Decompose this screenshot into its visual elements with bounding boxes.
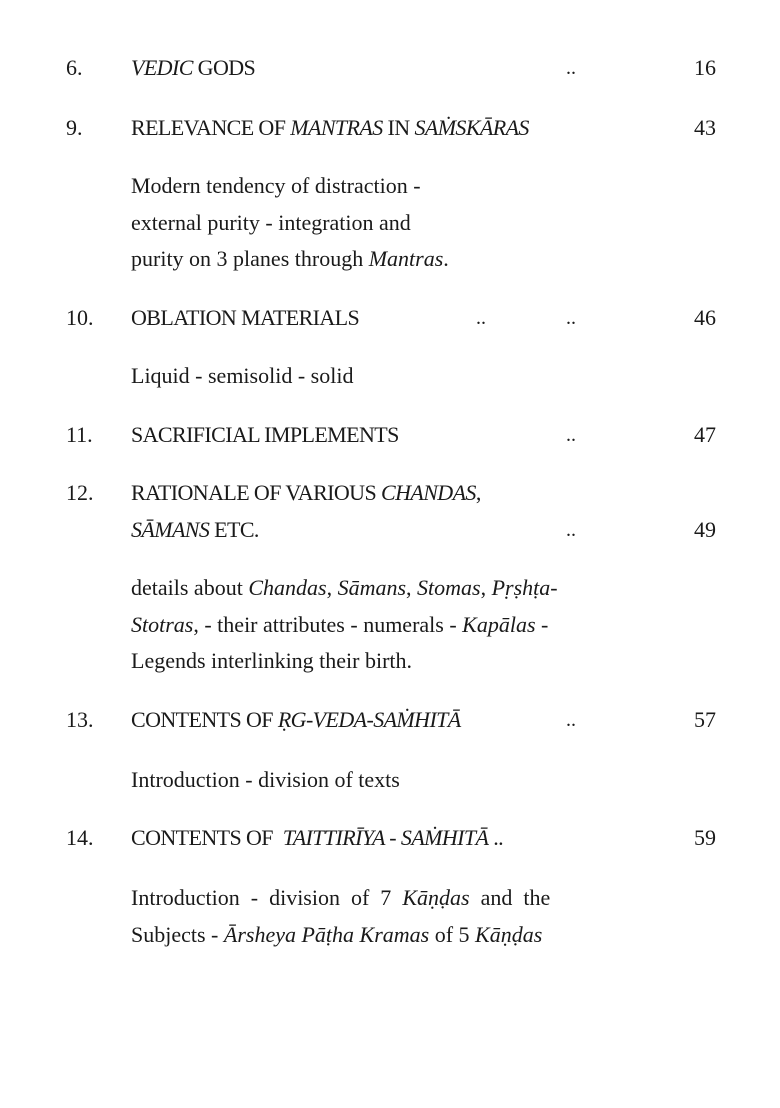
dot-leader: .. bbox=[566, 709, 576, 731]
chapter-title: SĀMANS ETC. bbox=[131, 517, 259, 542]
chapter-title: CONTENTS OF ṚG-VEDA-SAṀHITĀ bbox=[131, 707, 461, 732]
chapter-description bbox=[131, 762, 400, 799]
description-line: purity on 3 planes through Mantras. bbox=[131, 246, 449, 271]
dot-leader: .. bbox=[566, 57, 576, 79]
chapter-description bbox=[131, 880, 550, 953]
chapter-number: 10. bbox=[66, 305, 94, 330]
toc-entry bbox=[0, 823, 780, 853]
chapter-title: RELEVANCE OF MANTRAS IN SAṀSKĀRAS bbox=[131, 115, 529, 140]
chapter-title: CONTENTS OF TAITTIRĪYA - SAṀHITĀ .. bbox=[131, 825, 504, 850]
toc-entry bbox=[0, 515, 780, 545]
toc-entry bbox=[0, 478, 780, 508]
page-number: 49 bbox=[694, 517, 716, 542]
page-number: 57 bbox=[694, 707, 716, 732]
page-number: 16 bbox=[694, 55, 716, 80]
description-line: Subjects - Ārsheya Pāṭha Kramas of 5 Kāṇḍas bbox=[131, 921, 543, 947]
description-line: Introduction - division of 7 Kāṇḍas and the bbox=[131, 885, 551, 910]
toc-entry bbox=[0, 113, 780, 143]
dot-leader: .. bbox=[566, 424, 576, 446]
dot-leader: .. bbox=[566, 519, 576, 541]
page-number: 46 bbox=[694, 305, 716, 330]
chapter-title: VEDIC GODS bbox=[131, 55, 256, 80]
description-line: Stotras, - their attributes - numerals - Kapālas - bbox=[131, 611, 549, 637]
chapter-description bbox=[131, 168, 449, 278]
chapter-number: 14. bbox=[66, 825, 94, 850]
chapter-number: 9. bbox=[66, 115, 83, 140]
dot-leader: .. bbox=[566, 307, 576, 329]
description-line: Legends interlinking their birth. bbox=[131, 648, 413, 673]
chapter-description bbox=[131, 570, 558, 680]
description-line: Introduction - division of texts bbox=[131, 767, 400, 792]
chapter-number: 12. bbox=[66, 480, 94, 505]
chapter-number: 11. bbox=[66, 422, 93, 447]
chapter-description bbox=[131, 358, 353, 395]
chapter-title: RATIONALE OF VARIOUS CHANDAS, bbox=[131, 480, 481, 505]
description-line: Modern tendency of distraction - bbox=[131, 173, 421, 198]
page-number: 59 bbox=[694, 825, 716, 850]
chapter-number: 13. bbox=[66, 707, 94, 732]
dot-leader: .. bbox=[476, 307, 486, 329]
toc-entry bbox=[0, 705, 780, 735]
page-number: 47 bbox=[694, 422, 716, 447]
description-line: external purity - integration and bbox=[131, 209, 411, 235]
chapter-title: OBLATION MATERIALS bbox=[131, 305, 360, 330]
chapter-number: 6. bbox=[66, 55, 83, 80]
toc-entry bbox=[0, 303, 780, 333]
description-line: details about Chandas, Sāmans, Stomas, Pṛṣhṭa- bbox=[131, 575, 558, 600]
page-number: 43 bbox=[694, 115, 716, 140]
description-line: Liquid - semisolid - solid bbox=[131, 363, 354, 388]
toc-entry bbox=[0, 53, 780, 83]
chapter-title: SACRIFICIAL IMPLEMENTS bbox=[131, 422, 399, 447]
toc-entry bbox=[0, 420, 780, 450]
